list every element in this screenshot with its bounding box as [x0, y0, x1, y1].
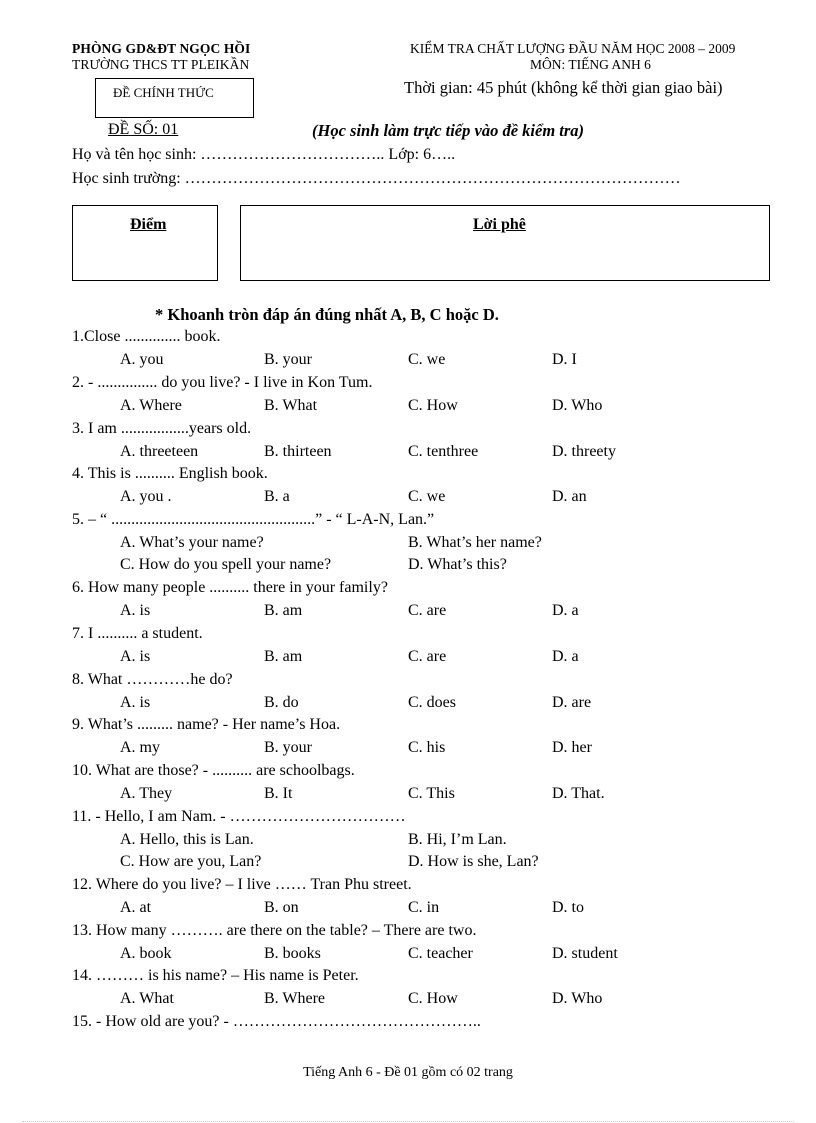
- option-b[interactable]: B. books: [264, 945, 321, 962]
- option-c[interactable]: C. we: [408, 488, 446, 505]
- question-9: 9. What’s ......... name? - Her name’s Hoa.: [72, 716, 341, 733]
- page-edge-divider: [22, 1121, 794, 1122]
- option-b[interactable]: B. Hi, I’m Lan.: [408, 831, 507, 848]
- option-b[interactable]: B. It: [264, 785, 293, 802]
- option-a[interactable]: A. is: [120, 602, 151, 619]
- option-a[interactable]: A. my: [120, 739, 160, 756]
- option-c[interactable]: C. his: [408, 739, 446, 756]
- option-a[interactable]: A. Where: [120, 397, 182, 414]
- option-c[interactable]: C. teacher: [408, 945, 473, 962]
- option-b[interactable]: B. Where: [264, 990, 326, 1007]
- question-15: 15. - How old are you? - ………………………………………..: [72, 1013, 481, 1030]
- subject: MÔN: TIẾNG ANH 6: [530, 57, 651, 72]
- question-10: 10. What are those? - .......... are schoolbags.: [72, 762, 355, 779]
- question-12: 12. Where do you live? – I live …… Tran Phu street.: [72, 876, 412, 893]
- option-b[interactable]: B. your: [264, 351, 312, 368]
- option-c[interactable]: C. How do you spell your name?: [120, 556, 332, 573]
- question-5: 5. – “ ...................................................” - “ L-A-N, Lan.”: [72, 511, 435, 528]
- section-instruction: * Khoanh tròn đáp án đúng nhất A, B, C hoặc D.: [155, 305, 499, 324]
- official-exam-label: ĐỀ CHÍNH THỨC: [113, 85, 214, 100]
- score-label: Điểm: [130, 216, 167, 233]
- option-a[interactable]: A. They: [120, 785, 173, 802]
- option-a[interactable]: A. book: [120, 945, 172, 962]
- question-7: 7. I .......... a student.: [72, 625, 203, 642]
- page-footer: Tiếng Anh 6 - Đề 01 gồm có 02 trang: [303, 1065, 513, 1080]
- option-d[interactable]: D. a: [552, 648, 579, 665]
- option-d[interactable]: D. an: [552, 488, 587, 505]
- question-8: 8. What …………he do?: [72, 671, 233, 688]
- student-name-line: Họ và tên học sinh: …………………………….. Lớp: 6…..: [72, 146, 456, 163]
- option-c[interactable]: C. How: [408, 990, 458, 1007]
- option-c[interactable]: C. in: [408, 899, 440, 916]
- student-school-line: Học sinh trường: …………………………………………………………………………………: [72, 170, 681, 187]
- instruction-top: (Học sinh làm trực tiếp vào đề kiểm tra): [312, 121, 585, 140]
- question-3: 3. I am .................years old.: [72, 420, 252, 437]
- option-c[interactable]: C. How are you, Lan?: [120, 853, 262, 870]
- option-d[interactable]: D. How is she, Lan?: [408, 853, 539, 870]
- question-2: 2. - ............... do you live? - I live in Kon Tum.: [72, 374, 373, 391]
- comment-label: Lời phê: [473, 216, 526, 233]
- option-c[interactable]: C. tenthree: [408, 443, 479, 460]
- question-6: 6. How many people .......... there in your family?: [72, 579, 388, 596]
- option-a[interactable]: A. you: [120, 351, 164, 368]
- option-a[interactable]: A. is: [120, 648, 151, 665]
- question-4: 4. This is .......... English book.: [72, 465, 268, 482]
- option-b[interactable]: B. on: [264, 899, 299, 916]
- option-d[interactable]: D. What’s this?: [408, 556, 507, 573]
- option-c[interactable]: C. How: [408, 397, 458, 414]
- option-c[interactable]: C. does: [408, 694, 456, 711]
- option-a[interactable]: A. at: [120, 899, 152, 916]
- department-name: PHÒNG GD&ĐT NGỌC HỒI: [72, 41, 251, 56]
- duration: Thời gian: 45 phút (không kể thời gian giao bài): [404, 78, 723, 97]
- option-c[interactable]: C. we: [408, 351, 446, 368]
- option-b[interactable]: B. your: [264, 739, 312, 756]
- option-d[interactable]: D. student: [552, 945, 618, 962]
- option-c[interactable]: C. are: [408, 602, 447, 619]
- option-b[interactable]: B. do: [264, 694, 299, 711]
- option-d[interactable]: D. That.: [552, 785, 605, 802]
- option-d[interactable]: D. Who: [552, 397, 603, 414]
- question-13: 13. How many ………. are there on the table? – There are two.: [72, 922, 477, 939]
- option-a[interactable]: A. What: [120, 990, 174, 1007]
- exam-code: ĐỀ SỐ: 01: [108, 121, 179, 138]
- option-b[interactable]: B. am: [264, 602, 303, 619]
- option-b[interactable]: B. thirteen: [264, 443, 332, 460]
- option-c[interactable]: C. This: [408, 785, 455, 802]
- option-d[interactable]: D. are: [552, 694, 592, 711]
- option-d[interactable]: D. threety: [552, 443, 616, 460]
- question-14: 14. ……… is his name? – His name is Peter.: [72, 967, 359, 984]
- option-a[interactable]: A. What’s your name?: [120, 534, 264, 551]
- option-a[interactable]: A. you .: [120, 488, 172, 505]
- option-b[interactable]: B. a: [264, 488, 290, 505]
- question-1: 1.Close .............. book.: [72, 328, 221, 345]
- exam-title: KIỂM TRA CHẤT LƯỢNG ĐẦU NĂM HỌC 2008 – 2009: [410, 41, 736, 56]
- option-a[interactable]: A. threeteen: [120, 443, 199, 460]
- option-a[interactable]: A. is: [120, 694, 151, 711]
- option-c[interactable]: C. are: [408, 648, 447, 665]
- option-b[interactable]: B. What: [264, 397, 318, 414]
- official-exam-box: [95, 78, 254, 118]
- comment-box: [240, 205, 770, 281]
- option-d[interactable]: D. Who: [552, 990, 603, 1007]
- school-name: TRƯỜNG THCS TT PLEIKẦN: [72, 57, 250, 72]
- option-b[interactable]: B. am: [264, 648, 303, 665]
- option-d[interactable]: D. a: [552, 602, 579, 619]
- option-d[interactable]: D. I: [552, 351, 577, 368]
- option-d[interactable]: D. to: [552, 899, 584, 916]
- option-d[interactable]: D. her: [552, 739, 592, 756]
- question-11: 11. - Hello, I am Nam. - ……………………………: [72, 808, 406, 825]
- option-b[interactable]: B. What’s her name?: [408, 534, 542, 551]
- score-box: [72, 205, 218, 281]
- option-a[interactable]: A. Hello, this is Lan.: [120, 831, 254, 848]
